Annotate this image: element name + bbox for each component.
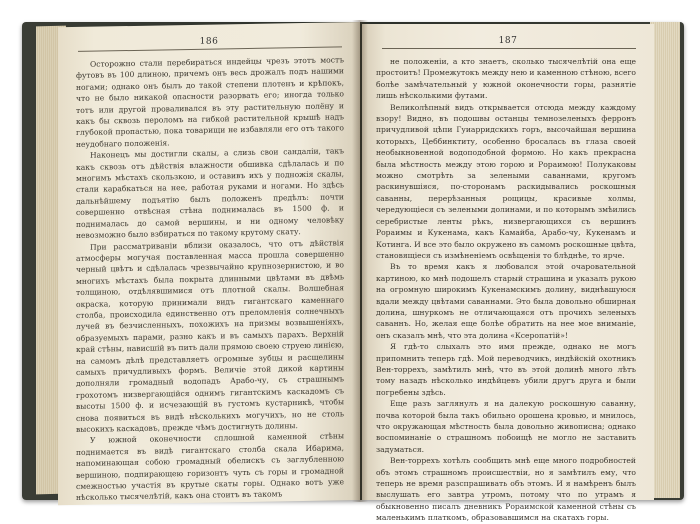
book-gutter <box>352 20 368 502</box>
paragraph: Вен-торрехъ хотѣлъ сообщить мнѣ еще много подробностей объ этомъ страшномъ происшествіи, но я замѣтилъ ему, что теперь не время разспрашивать объ этомъ. И я намѣренъ былъ выслушать его завтра утромъ, потому что по утрамъ я обыкновенно писалъ дневникъ Рорaимской каменной стѣны съ маленькимъ платкомъ, образовавшимся на скатахъ горы. <box>376 456 636 523</box>
paragraph: У южной оконечности сплошной каменной стѣны поднимается въ видѣ гигантскаго столба скала Ибарима, напоминающая собою громадный обелискъ съ заглубленною вершиною, подпирающею горизонтъ чуть съ горы и громадной смежностью участія въ крутые скаты горы. Однако вотъ уже нѣсколько тысячелѣтій, какъ она стоитъ въ такомъ <box>76 431 344 503</box>
paragraph: Въ то время какъ я любовался этой очаровательной картиною, ко мнѣ подошелъ старый страшина и указалъ рукою на огромную широкимъ Кукенамскимъ долину, виднѣвшуюся вдали между цвѣтами саваннами. Это была довольно обширная долина, шнуркомъ не отличающаяся отъ прочихъ зеленыхъ саваннъ. Но, желая еще болѣе обратить на нее мое вниманіе, онъ сказалъ мнѣ, что эта долина «Ксеропатій»! <box>376 262 636 340</box>
paragraph: При рассматриваніи вблизи оказалось, что отъ дѣйствія атмосферы могучая поставленная масса прошла совершенно черный цвѣтъ и сдѣлалась чрезвычайно крупнозернистою, и во многихъ мѣстахъ была покрыта длинными цвѣтами въ двѣмь толщиною, отдѣлявшимися отъ плотной скалы. Волшебная окраска, которую принимали видъ гигантскаго каменнаго столба, происходила единственно отъ преломленія солнечныхъ лучей въ безчисленныхъ, похожихъ на призмы возвышеніяхъ, образуемыхъ парами, разно какъ и въ самыхъ парахъ. Верхній край стѣны, нависшій въ пить дали прямою своею струею линією, на самомъ дѣлѣ представляетъ огромные зубцы и расщелины самыхъ причудливыхъ формъ. Величіе этой дикой картины дополняли громадный водопадъ Арабо-чу, съ страшнымъ грохотомъ низвергающійся однимъ гигантскимъ каскадомъ съ высоты 1500 ф. и исчезающій въ густомъ кустарникѣ, чтобы снова появиться въ видѣ нѣсколькихъ могучихъ, но не столь высокихъ каскадовъ, прежде чѣмъ достигнуть долины. <box>76 237 344 434</box>
paragraph: Я гдѣ-то слыхалъ это имя прежде, однако не могъ припомнить теперь гдѣ. Мой переводчикъ, индѣйскій охотникъ Вен-торрехъ, замѣтилъ мнѣ, что въ этой долинѣ много лѣтъ тому назадъ нѣсколько индѣйцевъ убили другъ друга и были погребены здѣсь. <box>376 342 636 397</box>
right-page <box>362 24 654 523</box>
paragraph: Осторожно стали перебираться индейцы чрезъ этотъ мостъ футовъ въ 100 длиною, причемъ онъ весь дрожалъ подъ нашими ногами; однако онъ былъ до такой степени плотенъ и крѣпокъ, что не было никакой опасности разорвать его; иногда только тотъ или другой проваливался въ эту растительную полёну и какъ бы сквозь пероломъ на гибкой растительной крышѣ надъ глубокой пропастью, пока товарищи не избавляли его отъ такого неудобнаго положенія. <box>76 55 344 149</box>
paragraph: Великолѣпный видъ открывается отсюда между каждому взору! Видно, въ подошвы останцы темнозеленыхъ ферронъ причудливой цѣпи Гуиарридскихъ горъ, высочайшая вершина которыхъ, Цеббинктиту, особенно бросалась въ глаза своей необыкновенной водоподобной формою. Но какъ прекрасна была мѣстность между этою горою и Рорaимою! Полукаковы можно смотрѣть за зелеными саваннами, кругомъ раскинувшіяся, по-сторонамъ раскидывались роскошныя саванны, перерѣзанныя рощицы, красивые холмы, чередующіеся съ зелеными долинами, и по которымъ змѣились серебристые ленты рѣкъ, низвергающихся съ вершинъ Рорaимы и Кукенама, какъ Камайба, Арабо-чу, Кукенамъ и Котинга. И все это было окружено въ самомъ роскошные цвѣта, становящіеся съ измѣненіемъ освѣщенія то блѣднѣе, то ярче. <box>376 102 636 260</box>
paragraph: Еще разъ заглянулъ я на далекую роскошную саванну, почва которой была такъ обильно орошена кровью, и мнилось, что окружающая мѣстность была довольно живописна; однако воспоминаніе о страшномъ побоищѣ не могло не заставить задуматься. <box>376 399 636 454</box>
paragraph: Наконецъ мы достигли скалы, а слизь свои сандаліи, такъ какъ сквозь отъ дѣйствія влажности обшивка сдѣлалась и по многимъ мѣстахъ скользкою, и оставивъ ихъ у подножія скалы, стали карабкаться на нее, работая руками и ногами. Но здѣсь дальнѣйшему подъятію былъ положенъ предѣлъ: почти совершенно отвѣсная стѣна поднималась въ 1500 ф. и поднималась до самой вершины, и ни одному человѣку невозможно было взбираться по такому крутому скату. <box>76 146 344 241</box>
page-number-right: 187 <box>498 36 518 46</box>
page-edges-right <box>650 22 680 498</box>
header-rule-right <box>382 48 636 49</box>
left-page-text <box>76 54 344 504</box>
paragraph: не положеніи, а кто знаетъ, сколько тысячелѣтій она еще простоитъ! Промежутокъ между нею и каменною стѣною, всего болѣе замѣчательный у южной оконечности горы, разнятіе лишь нѣсколькими футами. <box>376 57 636 101</box>
right-page-text <box>376 56 636 524</box>
page-number-left: 186 <box>199 36 219 47</box>
left-page <box>58 22 360 505</box>
